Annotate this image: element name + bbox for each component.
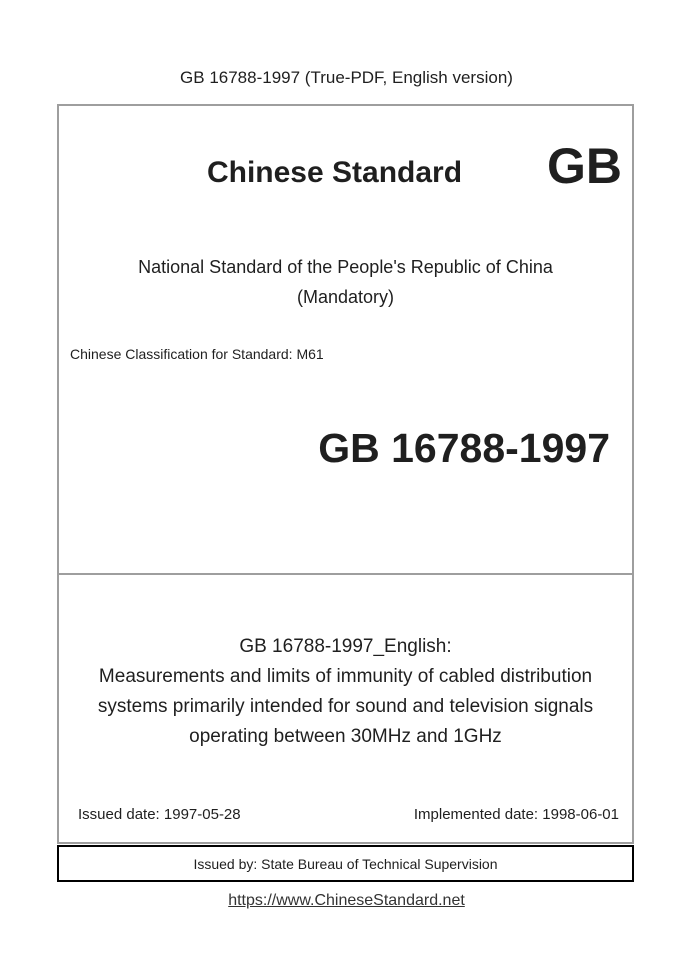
classification-line: Chinese Classification for Standard: M61 [70,346,324,362]
section-divider [59,573,632,575]
gb-logo: GB [547,138,622,194]
standard-code: GB 16788-1997 [318,425,610,471]
cover-box [57,104,634,844]
footer [0,892,693,910]
english-title-line: systems primarily intended for sound and television signals [97,696,594,717]
english-title-line: operating between 30MHz and 1GHz [189,726,502,747]
english-title-label: GB 16788-1997_English: [239,636,452,657]
dates-row [78,806,619,823]
english-title-block [59,632,632,752]
document-header: GB 16788-1997 (True-PDF, English version) [180,68,513,87]
brand-title: Chinese Standard [206,156,463,189]
issued-date: Issued date: 1997-05-28 [78,806,241,823]
national-standard-line: National Standard of the People's Republic of China [138,257,553,277]
issuer-box [57,845,634,882]
issuer-line: Issued by: State Bureau of Technical Supervision [193,855,498,872]
website-link[interactable]: https://www.ChineseStandard.net [228,892,465,909]
english-title-line: Measurements and limits of immunity of cabled distribution [98,666,593,687]
mandatory-line: (Mandatory) [296,287,395,307]
implemented-date: Implemented date: 1998-06-01 [413,806,619,823]
